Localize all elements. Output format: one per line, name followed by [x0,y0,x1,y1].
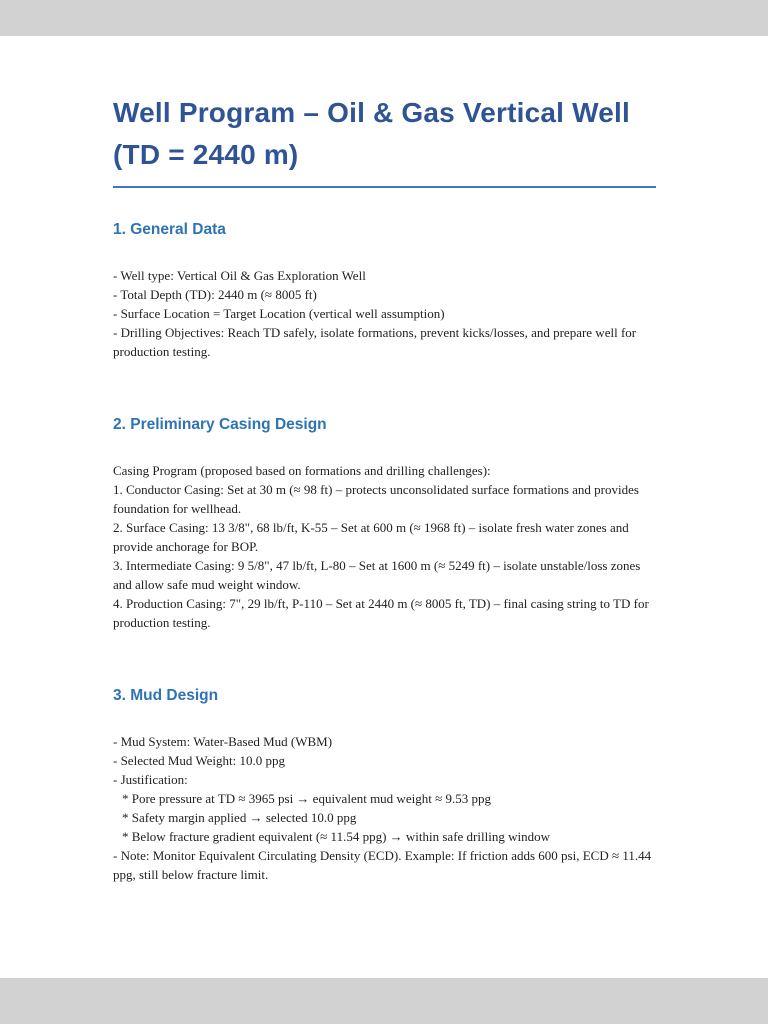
doc-paragraph: - Mud System: Water-Based Mud (WBM) [113,734,333,749]
section-body-casing-design [113,461,656,632]
document-page [0,36,768,978]
doc-paragraph: - Drilling Objectives: Reach TD safely, isolate formations, prevent kicks/losses, and prepare well for production testing. [113,325,637,359]
doc-paragraph: 2. Surface Casing: 13 3/8", 68 lb/ft, K-55 – Set at 600 m (≈ 1968 ft) – isolate fresh water zones and provide anchorage for BOP. [113,520,629,554]
doc-paragraph: 3. Intermediate Casing: 9 5/8", 47 lb/ft, L-80 – Set at 1600 m (≈ 5249 ft) – isolate unstable/loss zones and allow safe mud weight window. [113,558,641,592]
section-general-data [113,220,656,361]
doc-paragraph: * Below fracture gradient equivalent (≈ 11.54 ppg) → within safe drilling window [122,829,550,844]
doc-paragraph: - Total Depth (TD): 2440 m (≈ 8005 ft) [113,287,317,302]
doc-paragraph: 1. Conductor Casing: Set at 30 m (≈ 98 ft) – protects unconsolidated surface formations and provides foundation for wellhead. [113,482,639,516]
section-casing-design [113,415,656,632]
doc-paragraph: * Safety margin applied → selected 10.0 ppg [122,810,357,825]
doc-paragraph: 4. Production Casing: 7", 29 lb/ft, P-110 – Set at 2440 m (≈ 8005 ft, TD) – final casing string to TD for production testing. [113,596,649,630]
doc-paragraph: - Note: Monitor Equivalent Circulating Density (ECD). Example: If friction adds 600 psi, ECD ≈ 11.44 ppg, still below fracture limit. [113,848,652,882]
doc-paragraph: - Surface Location = Target Location (vertical well assumption) [113,306,445,321]
section-heading-general-data: 1. General Data [113,221,226,238]
document-title [113,92,656,188]
section-body-mud-design [113,732,656,884]
section-mud-design [113,686,656,884]
doc-paragraph: * Pore pressure at TD ≈ 3965 psi → equivalent mud weight ≈ 9.53 ppg [122,791,491,806]
doc-paragraph: - Well type: Vertical Oil & Gas Exploration Well [113,268,366,283]
section-heading-mud-design: 3. Mud Design [113,687,219,704]
doc-paragraph: - Selected Mud Weight: 10.0 ppg [113,753,286,768]
section-heading-casing-design: 2. Preliminary Casing Design [113,416,327,433]
doc-paragraph: Casing Program (proposed based on formations and drilling challenges): [113,463,491,478]
section-body-general-data [113,266,656,361]
doc-paragraph: - Justification: [113,772,188,787]
document-title-line1: Well Program – Oil & Gas Vertical Well [113,97,630,128]
document-title-line2: (TD = 2440 m) [113,139,299,170]
